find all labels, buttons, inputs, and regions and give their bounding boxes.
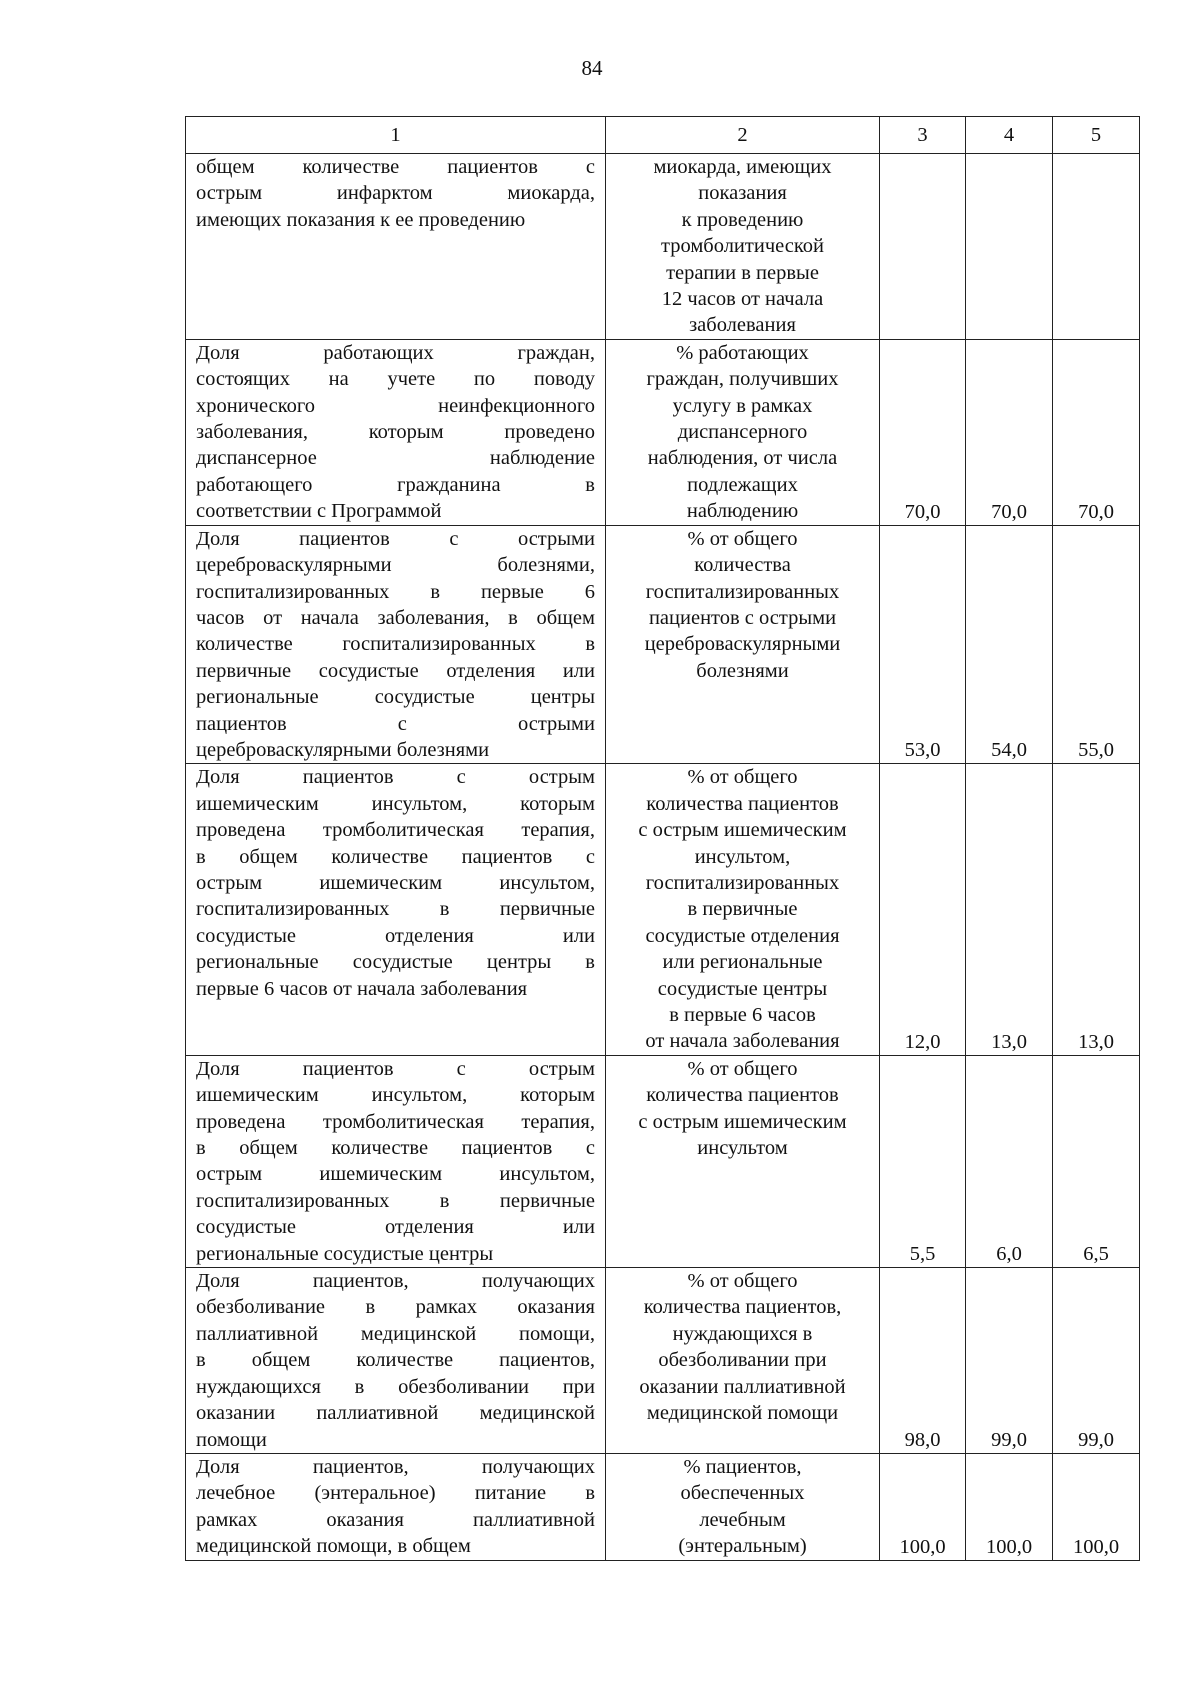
value-text: 70,0	[1078, 500, 1114, 523]
indicator-name-line: хронического неинфекционного	[196, 394, 595, 417]
value-text: 99,0	[1078, 1428, 1114, 1451]
unit-line: тромболитической	[661, 235, 824, 258]
indicator-name-line: пациентов с острыми	[196, 712, 595, 735]
indicator-name-line: медицинской помощи, в общем	[196, 1535, 471, 1558]
unit-line: показания	[698, 182, 787, 205]
unit-line: % пациентов,	[683, 1455, 802, 1478]
unit-line: с острым ишемическим	[638, 819, 847, 842]
unit-cell	[606, 1268, 880, 1454]
indicator-name-line: работающего гражданина в	[196, 473, 595, 496]
unit-line: наблюдения, от числа	[647, 447, 838, 470]
value-cell-4	[966, 154, 1053, 340]
indicator-name-line: проведена тромболитическая терапия,	[196, 819, 595, 842]
value-cell-4	[966, 1055, 1053, 1267]
indicator-name-line: Доля пациентов с острым	[196, 766, 595, 789]
header-cell-4: 4	[966, 117, 1053, 154]
unit-line: 12 часов от начала	[661, 288, 824, 311]
unit-line: заболевания	[689, 314, 796, 337]
indicator-name-cell	[186, 525, 606, 764]
unit-line: % от общего	[687, 766, 798, 789]
unit-line: нуждающихся в	[672, 1322, 813, 1345]
value-text: 53,0	[904, 739, 941, 762]
value-cell-3	[880, 1453, 966, 1560]
value-text: 55,0	[1078, 739, 1114, 762]
table-row	[186, 764, 1140, 1055]
value-cell-5	[1053, 764, 1140, 1055]
indicator-name-cell	[186, 1268, 606, 1454]
table-header-row	[186, 117, 1140, 154]
unit-line: или региональные	[662, 951, 823, 974]
header-cell-1: 1	[186, 117, 606, 154]
value-text: 99,0	[991, 1428, 1027, 1451]
indicator-name-line: помощи	[196, 1428, 267, 1451]
unit-line: с острым ишемическим	[638, 1110, 847, 1133]
unit-cell	[606, 764, 880, 1055]
unit-line: количества пациентов	[646, 1084, 839, 1107]
indicator-table	[185, 116, 1140, 1561]
value-cell-3	[880, 1055, 966, 1267]
value-text: 70,0	[991, 500, 1027, 523]
unit-line: % от общего	[687, 527, 798, 550]
unit-line: наблюдению	[686, 500, 799, 523]
indicator-name-line: имеющих показания к ее проведению	[196, 208, 526, 231]
indicator-name-line: Доля пациентов, получающих	[196, 1455, 595, 1478]
table-row	[186, 154, 1140, 340]
unit-line: медицинской помощи	[646, 1402, 839, 1425]
value-text: 100,0	[1072, 1535, 1120, 1558]
indicator-name-line: региональные сосудистые центры в	[196, 951, 595, 974]
indicator-name-line: ишемическим инсультом, которым	[196, 792, 595, 815]
indicator-name-line: часов от начала заболевания, в общем	[196, 606, 595, 629]
unit-line: инсультом,	[694, 845, 791, 868]
indicator-name-line: оказании паллиативной медицинской	[196, 1402, 595, 1425]
indicator-name-line: соответствии с Программой	[196, 500, 442, 523]
value-text: 54,0	[991, 739, 1027, 762]
unit-line: обезболивании при	[658, 1349, 827, 1372]
unit-line: оказании паллиативной	[639, 1375, 846, 1398]
unit-line: от начала заболевания	[645, 1030, 840, 1053]
value-cell-5	[1053, 525, 1140, 764]
indicator-name-line: Доля работающих граждан,	[196, 341, 595, 364]
indicator-name-line: острым ишемическим инсультом,	[196, 871, 595, 894]
indicator-name-line: острым ишемическим инсультом,	[196, 1163, 595, 1186]
unit-cell	[606, 1453, 880, 1560]
indicator-name-line: сосудистые отделения или	[196, 1216, 595, 1239]
unit-line: услугу в рамках	[672, 394, 813, 417]
value-cell-4	[966, 764, 1053, 1055]
header-cell-3: 3	[880, 117, 966, 154]
indicator-name-line: диспансерное наблюдение	[196, 447, 595, 470]
value-text: 6,0	[996, 1243, 1022, 1266]
value-cell-4	[966, 1453, 1053, 1560]
indicator-name-line: рамках оказания паллиативной	[196, 1508, 595, 1531]
indicator-name-line: госпитализированных в первичные	[196, 1189, 595, 1212]
value-cell-4	[966, 525, 1053, 764]
table-row	[186, 1453, 1140, 1560]
indicator-name-cell	[186, 1055, 606, 1267]
unit-cell	[606, 525, 880, 764]
indicator-name-line: региональные сосудистые центры	[196, 686, 595, 709]
table-row	[186, 1055, 1140, 1267]
indicator-name-cell	[186, 764, 606, 1055]
unit-line: диспансерного	[677, 421, 808, 444]
unit-line: пациентов с острыми	[648, 606, 837, 629]
unit-line: (энтеральным)	[678, 1535, 807, 1558]
unit-line: цереброваскулярными	[644, 633, 841, 656]
unit-line: количества	[694, 554, 791, 577]
unit-line: количества пациентов,	[643, 1296, 842, 1319]
indicator-name-line: состоящих на учете по поводу	[196, 368, 595, 391]
unit-line: обеспеченных	[680, 1482, 805, 1505]
value-cell-5	[1053, 1055, 1140, 1267]
indicator-name-line: в общем количестве пациентов,	[196, 1349, 595, 1372]
indicator-name-cell	[186, 154, 606, 340]
unit-line: сосудистые отделения	[645, 924, 840, 947]
unit-line: инсультом	[697, 1137, 788, 1160]
indicator-name-line: лечебное (энтеральное) питание в	[196, 1482, 595, 1505]
unit-line: миокарда, имеющих	[653, 156, 832, 178]
page-number: 84	[581, 56, 603, 80]
value-text: 98,0	[904, 1428, 941, 1451]
unit-line: % от общего	[687, 1270, 798, 1293]
indicator-name-line: проведена тромболитическая терапия,	[196, 1110, 595, 1133]
indicator-name-line: первые 6 часов от начала заболевания	[196, 977, 528, 1000]
indicator-name-line: общем количестве пациентов с	[196, 156, 595, 178]
indicator-name-line: нуждающихся в обезболивании при	[196, 1375, 595, 1398]
value-text: 13,0	[1078, 1030, 1114, 1053]
indicator-name-line: острым инфарктом миокарда,	[196, 182, 595, 205]
unit-line: в первичные	[687, 898, 798, 921]
indicator-name-line: ишемическим инсультом, которым	[196, 1084, 595, 1107]
value-cell-3	[880, 154, 966, 340]
table-row	[186, 339, 1140, 525]
unit-line: терапии в первые	[666, 261, 819, 284]
indicator-name-cell	[186, 1453, 606, 1560]
unit-line: к проведению	[681, 208, 804, 231]
unit-line: подлежащих	[687, 473, 798, 496]
unit-line: количества пациентов	[646, 792, 839, 815]
indicator-name-line: количестве госпитализированных в	[196, 633, 595, 656]
unit-line: в первые 6 часов	[669, 1004, 816, 1026]
value-text: 100,0	[899, 1535, 946, 1558]
header-cell-2: 2	[606, 117, 880, 154]
value-cell-3	[880, 339, 966, 525]
table-row	[186, 525, 1140, 764]
table-row	[186, 1268, 1140, 1454]
value-text: 70,0	[904, 500, 941, 523]
unit-line: граждан, получивших	[646, 368, 839, 391]
unit-cell	[606, 1055, 880, 1267]
unit-line: госпитализированных	[645, 871, 840, 894]
indicator-name-line: госпитализированных в первичные	[196, 898, 595, 921]
value-cell-3	[880, 1268, 966, 1454]
indicator-name-line: Доля пациентов с острым	[196, 1057, 595, 1080]
indicator-name-line: в общем количестве пациентов с	[196, 845, 595, 868]
unit-cell	[606, 339, 880, 525]
indicator-name-line: в общем количестве пациентов с	[196, 1137, 595, 1160]
value-text: 100,0	[985, 1535, 1033, 1558]
value-cell-4	[966, 1268, 1053, 1454]
indicator-name-line: региональные сосудистые центры	[196, 1242, 494, 1265]
value-text: 5,5	[909, 1243, 936, 1266]
unit-cell	[606, 154, 880, 340]
unit-line: % работающих	[676, 341, 809, 364]
value-cell-3	[880, 764, 966, 1055]
indicator-name-line: госпитализированных в первые 6	[196, 580, 595, 603]
unit-line: болезнями	[696, 659, 789, 682]
value-cell-3	[880, 525, 966, 764]
indicator-name-line: заболевания, которым проведено	[196, 421, 595, 444]
indicator-name-cell	[186, 339, 606, 525]
indicator-name-line: Доля пациентов с острыми	[196, 527, 595, 550]
unit-line: % от общего	[687, 1057, 798, 1080]
header-cell-5: 5	[1053, 117, 1140, 154]
indicator-name-line: паллиативной медицинской помощи,	[196, 1322, 595, 1345]
unit-line: лечебным	[699, 1508, 786, 1531]
indicator-name-line: Доля пациентов, получающих	[196, 1270, 595, 1293]
unit-line: сосудистые центры	[657, 977, 828, 1000]
indicator-name-line: цереброваскулярными болезнями	[196, 738, 490, 761]
value-cell-5	[1053, 154, 1140, 340]
indicator-name-line: сосудистые отделения или	[196, 924, 595, 947]
indicator-name-line: обезболивание в рамках оказания	[196, 1296, 595, 1319]
value-cell-5	[1053, 1268, 1140, 1454]
value-text: 13,0	[991, 1030, 1027, 1053]
value-cell-5	[1053, 339, 1140, 525]
indicator-name-line: цереброваскулярными болезнями,	[196, 554, 595, 577]
unit-line: госпитализированных	[645, 580, 840, 603]
value-text: 12,0	[904, 1030, 941, 1053]
indicator-name-line: первичные сосудистые отделения или	[196, 659, 595, 682]
value-text: 6,5	[1083, 1243, 1109, 1266]
value-cell-4	[966, 339, 1053, 525]
value-cell-5	[1053, 1453, 1140, 1560]
